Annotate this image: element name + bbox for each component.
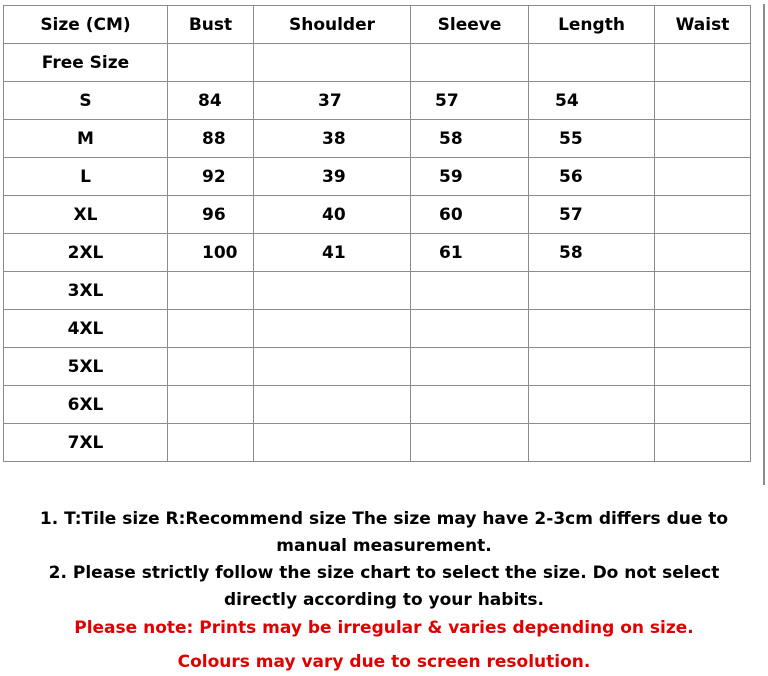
cell-shoulder — [254, 158, 411, 196]
header-bust: Bust — [168, 6, 254, 44]
cell-sleeve-value: 59 — [439, 166, 463, 187]
cell-shoulder-value: 37 — [318, 90, 342, 111]
cell-shoulder — [254, 424, 411, 462]
cell-waist — [655, 348, 751, 386]
header-size: Size (CM) — [4, 6, 168, 44]
cell-length-value: 58 — [559, 242, 583, 263]
cell-sleeve — [411, 424, 529, 462]
table-row — [4, 44, 751, 82]
cell-shoulder — [254, 196, 411, 234]
table-row — [4, 234, 751, 272]
header-shoulder: Shoulder — [254, 6, 411, 44]
row-size-label: 3XL — [4, 272, 168, 310]
table-header-row — [4, 6, 751, 44]
row-size-label: 7XL — [4, 424, 168, 462]
cell-length-value: 54 — [555, 90, 579, 111]
cell-shoulder — [254, 234, 411, 272]
cell-length — [529, 272, 655, 310]
cell-length — [529, 348, 655, 386]
cell-waist — [655, 82, 751, 120]
cell-bust — [168, 272, 254, 310]
table-row — [4, 424, 751, 462]
row-size-label: S — [4, 82, 168, 120]
cell-sleeve — [411, 120, 529, 158]
cell-length — [529, 82, 655, 120]
cell-bust-value: 100 — [202, 242, 238, 263]
cell-shoulder — [254, 310, 411, 348]
cell-sleeve — [411, 348, 529, 386]
cell-sleeve — [411, 272, 529, 310]
table-row — [4, 386, 751, 424]
note-follow-chart: 2. Please strictly follow the size chart to select the size. Do not select directly according to your habits. — [48, 563, 720, 610]
row-size-label: XL — [4, 196, 168, 234]
row-size-label: Free Size — [4, 44, 168, 82]
cell-sleeve — [411, 44, 529, 82]
cell-waist — [655, 196, 751, 234]
cell-sleeve — [411, 196, 529, 234]
cell-shoulder-value: 38 — [322, 128, 346, 149]
table-row — [4, 310, 751, 348]
cell-length — [529, 44, 655, 82]
size-chart-table — [3, 5, 751, 462]
cell-bust-value: 88 — [202, 128, 226, 149]
cell-sleeve — [411, 158, 529, 196]
cell-sleeve — [411, 386, 529, 424]
cell-length-value: 56 — [559, 166, 583, 187]
cell-waist — [655, 424, 751, 462]
cell-shoulder — [254, 348, 411, 386]
cell-bust-value: 92 — [202, 166, 226, 187]
cell-sleeve-value: 60 — [439, 204, 463, 225]
cell-bust-value: 84 — [198, 90, 222, 111]
cell-bust — [168, 158, 254, 196]
note-tile-size: 1. T:Tile size R:Recommend size The size may have 2-3cm differs due to manual measurement. — [39, 509, 729, 556]
cell-sleeve — [411, 82, 529, 120]
cell-sleeve-value: 57 — [435, 90, 459, 111]
header-sleeve: Sleeve — [411, 6, 529, 44]
cell-bust — [168, 234, 254, 272]
cell-bust — [168, 44, 254, 82]
cell-waist — [655, 120, 751, 158]
cell-length — [529, 310, 655, 348]
row-size-label: 6XL — [4, 386, 168, 424]
cell-bust — [168, 310, 254, 348]
cell-shoulder — [254, 44, 411, 82]
table-row — [4, 120, 751, 158]
cell-length-value: 57 — [559, 204, 583, 225]
cell-waist — [655, 386, 751, 424]
notes-section — [0, 506, 768, 676]
table-row — [4, 158, 751, 196]
cell-waist — [655, 234, 751, 272]
cell-shoulder — [254, 386, 411, 424]
table-row — [4, 196, 751, 234]
row-size-label: L — [4, 158, 168, 196]
header-waist: Waist — [655, 6, 751, 44]
cell-bust — [168, 348, 254, 386]
cell-shoulder-value: 39 — [322, 166, 346, 187]
cell-sleeve-value: 58 — [439, 128, 463, 149]
cell-length — [529, 158, 655, 196]
cell-bust — [168, 196, 254, 234]
cell-length — [529, 120, 655, 158]
cell-length — [529, 424, 655, 462]
cell-length — [529, 386, 655, 424]
cell-length — [529, 234, 655, 272]
header-length: Length — [529, 6, 655, 44]
cell-shoulder-value: 40 — [322, 204, 346, 225]
row-size-label: 2XL — [4, 234, 168, 272]
cell-length-value: 55 — [559, 128, 583, 149]
table-row — [4, 272, 751, 310]
row-size-label: 5XL — [4, 348, 168, 386]
cell-bust-value: 96 — [202, 204, 226, 225]
cell-sleeve-value: 61 — [439, 242, 463, 263]
cell-length — [529, 196, 655, 234]
table-row — [4, 82, 751, 120]
cell-shoulder — [254, 82, 411, 120]
cell-waist — [655, 44, 751, 82]
cell-bust — [168, 424, 254, 462]
cell-sleeve — [411, 310, 529, 348]
cell-waist — [655, 158, 751, 196]
cell-bust — [168, 386, 254, 424]
cell-waist — [655, 310, 751, 348]
table-body — [4, 44, 751, 462]
warning-colours: Colours may vary due to screen resolution. — [177, 652, 591, 672]
warning-prints: Please note: Prints may be irregular & varies depending on size. — [74, 618, 694, 638]
cell-bust — [168, 120, 254, 158]
cell-shoulder — [254, 272, 411, 310]
cell-bust — [168, 82, 254, 120]
cell-shoulder — [254, 120, 411, 158]
row-size-label: M — [4, 120, 168, 158]
cell-shoulder-value: 41 — [322, 242, 346, 263]
row-size-label: 4XL — [4, 310, 168, 348]
cell-waist — [655, 272, 751, 310]
table-row — [4, 348, 751, 386]
cell-sleeve — [411, 234, 529, 272]
